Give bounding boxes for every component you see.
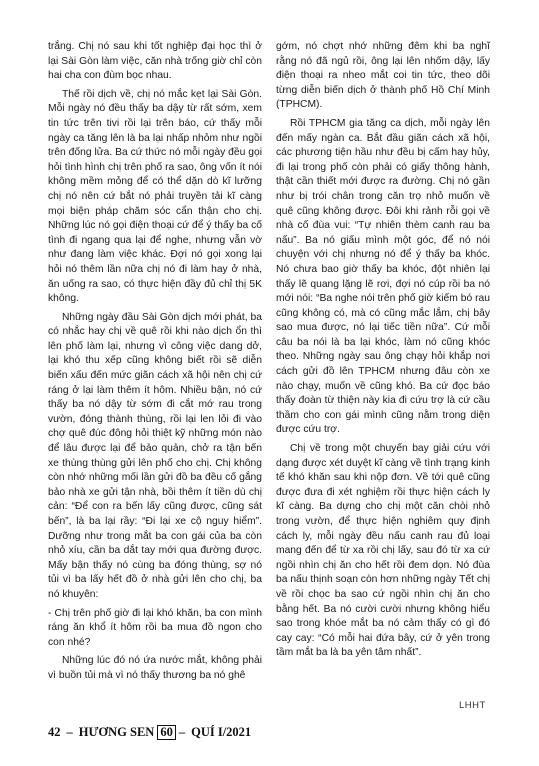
magazine-name: HƯƠNG SEN <box>78 724 155 739</box>
page-number: 42 <box>48 724 61 739</box>
article-paragraph: Rồi TPHCM gia tăng ca dịch, mỗi ngày lên đến mấy ngàn ca. Bắt đầu giãn cách xã hội, các phương tiện hầu như đều bị cấm hay hủy, đi lại trong phố còn phải có giấy thông hành, thật cần thiết mới được ra đường. Chị nó gần như bị trói chân trong căn trọ nhỏ muốn về quê cũng không được. Đôi khi rảnh rỗi gọi về nhà cố đùa vui: “Tự nhiên thèm canh rau ba nấu”. Ba nó giấu mình một góc, để nó nói chuyện với chị nhưng nó để ý thấy ba khóc. Nó chưa bao giờ thấy ba khóc, đột nhiên lại thấy lẽ quang lặng lẽ rơi, đợi nó cúp rồi ba nó mới nói: “Ba nghe nói trên phố giờ kiếm bó rau cũng không có, mà có cũng mắc lắm, chị bây sao mua được, nó lại tiếc tiền nữa”. Cứ mỗi câu ba nói là ba lại khóc, làm nó cũng khóc theo. Những ngày sau ông chạy hỏi khắp nơi cách gửi đồ lên TPHCM nhưng đâu còn xe nào chạy, muốn về cũng khó. Ba cứ đọc báo thấy đoàn từ thiện này kia đi cứu trợ là cứ cầu thầm cho con gái mình cũng nằm trong diện được cứu trợ. <box>276 117 490 436</box>
article-paragraph: Thế rồi dịch về, chị nó mắc kẹt lại Sài Gòn. Mỗi ngày nó đều thấy ba dậy từ rất sớm, xem tin tức trên tivi rồi lại trên báo, cứ thấy mỗi ngày ca tăng lên là ba lại nhấp nhỏm như ngồi trên đống lửa. Ba cứ thức nó mỗi ngày đều gọi hỏi tình hình chị trên phố ra sao, ông vốn ít nói không mềm mỏng để có thể dặn dò kĩ lưỡng chị nó nên cứ bắt nó phải truyền tải kĩ càng mọi biện pháp chăm sóc cẩn thận cho chị. Những lúc nó gọi điện thoại cứ để ý thấy ba cố tình đi ngang qua lại để nghe, nhưng vẫn vờ như đang làm việc khác. Đợi nó gọi xong lại hỏi nó thêm lần nữa chị nó đi làm hay ở nhà, ăn uống ra sao, có thực hiện đầy đủ chỉ thị 5K không. <box>48 88 262 305</box>
issue-period: QUÍ I/2021 <box>191 724 252 739</box>
issue-number: 60 <box>157 725 176 740</box>
footer-dash: – <box>66 724 73 739</box>
article-paragraph: - Chị trên phố giờ đi lại khó khăn, ba con mình ráng ăn khổ ít hôm rồi ba mua đồ ngon cho con nhé? <box>48 607 262 648</box>
page-footer <box>48 724 251 740</box>
footer-dash: – <box>178 724 186 739</box>
article-paragraph: Những ngày đầu Sài Gòn dịch mới phát, ba có nhắc hay chị về quê rồi khi nào dịch ổn thì lên phố làm lại, nhưng vì công việc dang dở, lại khó thu xếp cũng không biết rồi sẽ diễn biến xấu đến mức giãn cách xã hội nên chị cứ ráng ở lại làm thêm ít hôm. Nhiều bận, nó cứ thấy ba nó dậy từ sớm đi cắt mớ rau trong vườn, đóng thành thùng, rồi lại len lỏi đi vào chợ quê đúc đông hỏi thiệt kỹ những món nào để lâu được lại để bảo quản, chở ra tận bến xe thùng thùng gửi lên phố cho chị. Chị không còn nhớ những mối lần gửi đồ ba đều cố gắng bảo nhà xe gửi tận nhà, bồi thêm ít tiền dù chị cản: “Để con ra bến lấy cũng được, cũng sát bến”, là ba lại rầy: “Đi lại xe cộ nguy hiểm”. Dưỡng như trong mắt ba con gái của ba còn nhỏ xíu, cần ba dắt tay mới qua đường được. Mấy bận thấy nó cùng ba đóng thùng, sợ nó tủi vì ba lấy hết đồ ở nhà gửi lên cho chị, ba nó khuyên: <box>48 311 262 600</box>
author-signature: LHHT <box>459 700 486 711</box>
article-left-column <box>48 40 262 688</box>
article-paragraph: trắng. Chị nó sau khi tốt nghiệp đại học thì ở lại Sài Gòn làm việc, căn nhà trống giờ chỉ còn hai cha con đùm bọc nhau. <box>48 41 262 82</box>
article-right-column <box>276 40 490 665</box>
article-paragraph: gớm, nó chợt nhớ những đêm khi ba nghĩ rằng nó đã ngủ rồi, ông lại lên nhốm dậy, lấy điện thoại ra nheo mắt coi tin tức, theo dõi từng diễn biến dịch ở thành phố Hồ Chí Minh (TPHCM). <box>276 41 490 111</box>
article-paragraph: Chị về trong một chuyến bay giải cứu với dạng được xét duyệt kĩ càng về tình trạng kinh tế khó khăn sau khi nộp đơn. Về tới quê cũng được đưa đi xét nghiệm rồi thực hiện cách ly kĩ càng. Ba dựng cho chị một căn chòi nhỏ trong vườn, để thực hiện nghiêm quy định cách ly, mỗi ngày đều nấu canh rau đủ loại mang đến để từ xa rồi chị lấy, sau đó từ xa cứ ngồi nhìn chị ăn cho hết rồi đem dọn. Nó đùa ba nấu thịnh soạn còn hơn những ngày Tết chị về rồi chọc ba sao cứ ngồi nhìn chị ăn cho bằng hết. Ba nó cười cười nhưng không hiểu sao trong khóe mắt ba nó cảm thấy có gì đó cay cay: “Có mỗi hai đứa bây, cứ ở yên trong tầm mắt ba là ba yên tâm nhất”. <box>276 443 490 659</box>
article-paragraph: Những lúc đó nó ứa nước mắt, không phải vì buồn tủi mà vì nó thấy thương ba nó ghê <box>48 655 262 681</box>
